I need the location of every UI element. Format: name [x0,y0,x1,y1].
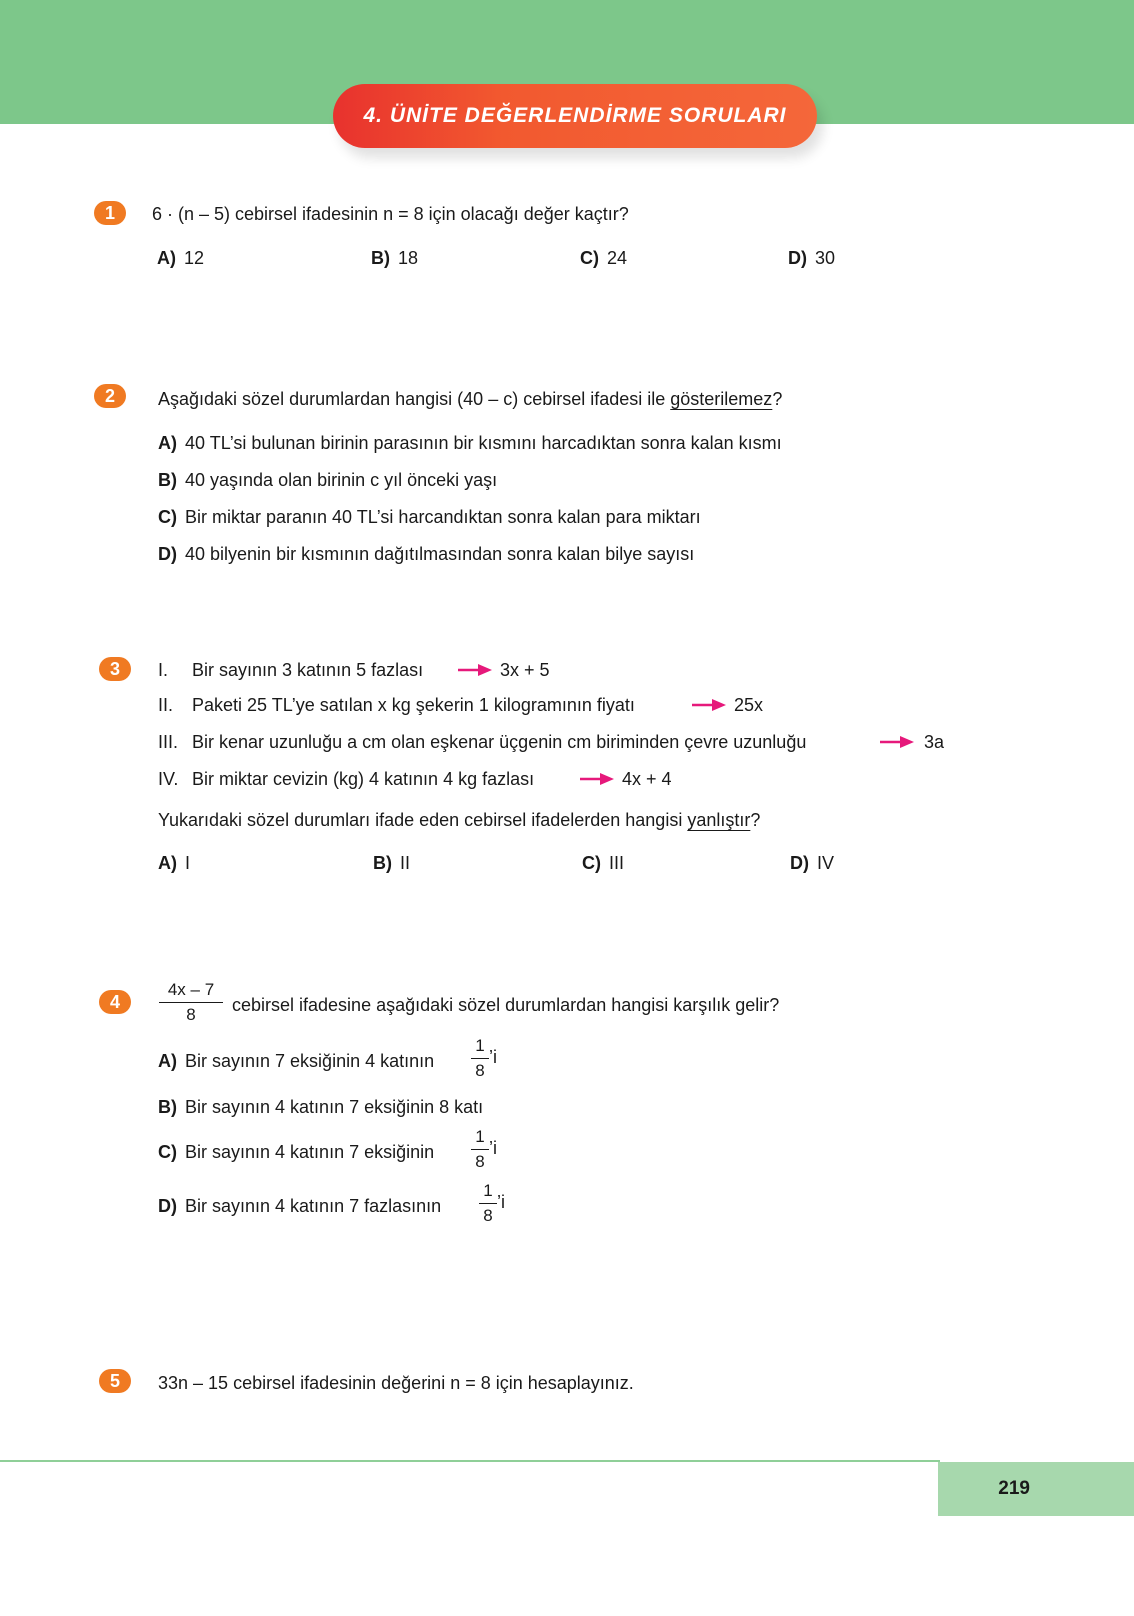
q3-item-expression: 3x + 5 [500,660,550,680]
q2-option-b[interactable]: B) 40 yaşında olan birinin c yıl önceki yaşı [158,470,498,490]
question-2-text: Aşağıdaki sözel durumlardan hangisi (40 – c) cebirsel ifadesi ile gösterilemez? [158,389,783,409]
q3-item-text: Bir sayının 3 katının 5 fazlası [192,660,424,680]
question-number-2: 2 [94,384,126,408]
q1-option-b[interactable]: B) 18 [371,248,419,268]
q4-option-c[interactable]: C) Bir sayının 4 katının 7 eksiğinin [158,1142,435,1162]
question-1-text: 6 · (n – 5) cebirsel ifadesinin n = 8 için olacağı değer kaçtır? [152,204,629,224]
arrow-right-icon [458,663,492,677]
q3-option-d[interactable]: D) IV [790,853,835,873]
q2-option-c[interactable]: C) Bir miktar paranın 40 TL’si harcandıktan sonra kalan para miktarı [158,507,701,527]
q1-option-c[interactable]: C) 24 [580,248,628,268]
q1-option-d[interactable]: D) 30 [788,248,836,268]
arrow-right-icon [580,772,614,786]
q2-option-d[interactable]: D) 40 bilyenin bir kısmının dağıtılmasından sonra kalan bilye sayısı [158,544,695,564]
question-4-text: cebirsel ifadesine aşağıdaki sözel durumlardan hangisi karşılık gelir? [232,995,780,1015]
q4-option-a[interactable]: A) Bir sayının 7 eksiğinin 4 katının [158,1051,435,1071]
expression-fraction: 4x – 7 8 [159,980,223,1025]
question-number-5: 5 [99,1369,131,1393]
q3-item-roman: IV. [158,769,179,789]
q4-option-d[interactable]: D) Bir sayının 4 katının 7 fazlasının [158,1196,442,1216]
q2-option-a[interactable]: A) 40 TL’si bulunan birinin parasının bir kısmını harcadıktan sonra kalan kısmı [158,433,782,453]
q3-option-c[interactable]: C) III [582,853,625,873]
unit-title-banner [333,84,817,148]
question-number-4: 4 [99,990,131,1014]
question-5-text: 33n – 15 cebirsel ifadesinin değerini n = 8 için hesaplayınız. [158,1373,634,1393]
q3-item-roman: II. [158,695,174,715]
q3-item-expression: 3a [924,732,945,752]
arrow-right-icon [880,735,914,749]
q3-item-text: Bir miktar cevizin (kg) 4 katının 4 kg fazlası [192,769,535,789]
question-3-text: Yukarıdaki sözel durumları ifade eden cebirsel ifadelerden hangisi yanlıştır? [158,810,761,830]
footer-divider [0,1460,940,1462]
suffix: ’i [497,1192,505,1212]
fraction-one-eighth: 1 8 [471,1127,489,1172]
q3-option-a[interactable]: A) I [158,853,191,873]
q3-item-expression: 4x + 4 [622,769,672,789]
q3-item-expression: 25x [734,695,764,715]
fraction-one-eighth: 1 8 [479,1181,497,1226]
arrow-right-icon [692,698,726,712]
question-number-3: 3 [99,657,131,681]
q4-option-b[interactable]: B) Bir sayının 4 katının 7 eksiğinin 8 katı [158,1097,484,1117]
q3-item-text: Paketi 25 TL’ye satılan x kg şekerin 1 kilogramının fiyatı [192,695,635,715]
page-number-box [938,1462,1134,1516]
suffix: ’i [489,1047,497,1067]
q3-item-text: Bir kenar uzunluğu a cm olan eşkenar üçgenin cm biriminden çevre uzunluğu [192,732,807,752]
q3-item-roman: I. [158,660,169,680]
question-number-1: 1 [94,201,126,225]
suffix: ’i [489,1138,497,1158]
q3-option-b[interactable]: B) II [373,853,411,873]
page-number: 219 [998,1478,1030,1499]
unit-title: 4. ÜNİTE DEĞERLENDİRME SORULARI [363,104,787,127]
fraction-one-eighth: 1 8 [471,1036,489,1081]
q3-item-roman: III. [158,732,179,752]
q1-option-a[interactable]: A) 12 [157,248,205,268]
